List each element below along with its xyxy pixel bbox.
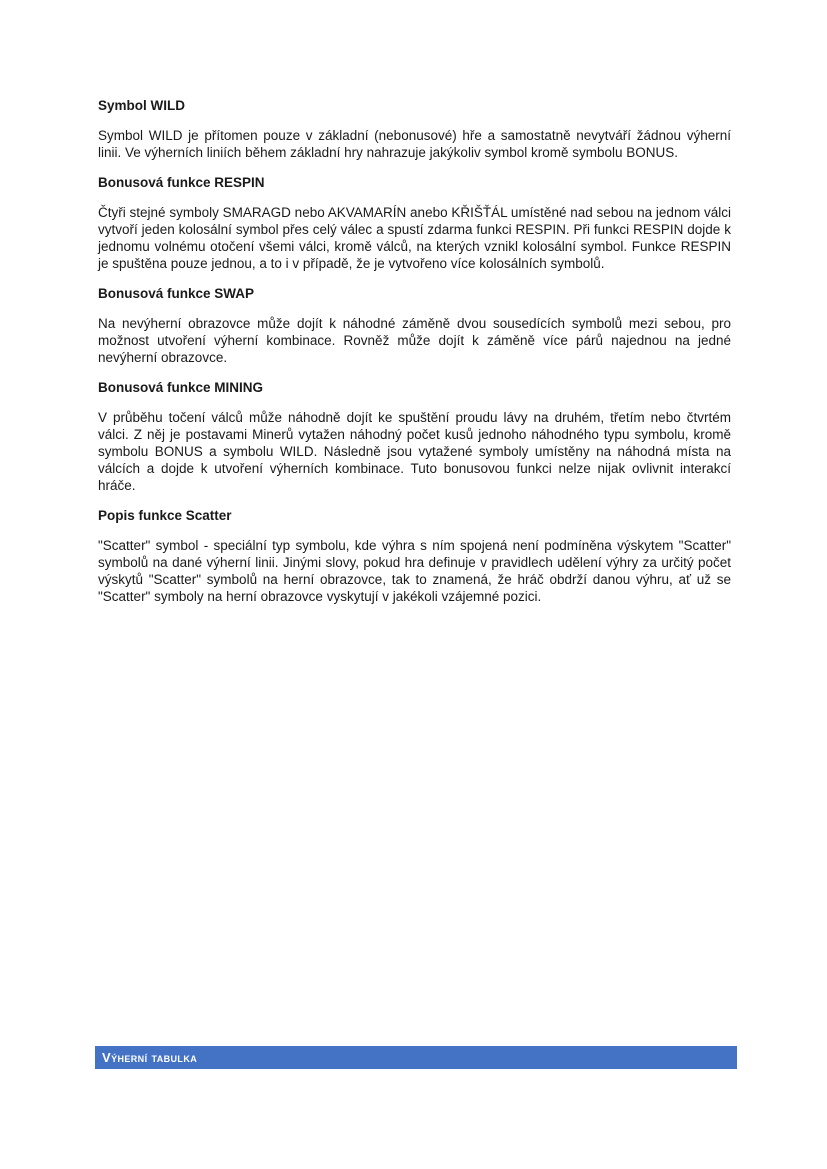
payout-table-banner-label: Výherní tabulka (102, 1050, 198, 1065)
heading-symbol-wild: Symbol WILD (98, 98, 185, 113)
heading-scatter: Popis funkce Scatter (98, 508, 232, 523)
paragraph-symbol-wild: Symbol WILD je přítomen pouze v základní (nebonusové) hře a samostatně nevytváří žádnou výherní linii. Ve výherních liniích během základní hry nahrazuje jakýkoliv symbol kromě symbolu BONUS. (98, 128, 731, 160)
heading-bonus-mining: Bonusová funkce MINING (98, 380, 264, 395)
paragraph-scatter: "Scatter" symbol - speciální typ symbolu, kde výhra s ním spojená není podmíněna výskytem "Scatter" symbolů na dané výherní linii. Jinými slovy, pokud hra definuje v pravidlech udělení výhry za určitý počet výskytů "Scatter" symbolů na herní obrazovce, tak to znamená, že hráč obdrží danou výhru, ať už se "Scatter" symboly na herní obrazovce vyskytují v jakékoli vzájemné pozici. (98, 538, 731, 604)
document-body (98, 97, 731, 618)
payout-table-section-banner (95, 1046, 737, 1069)
heading-bonus-swap: Bonusová funkce SWAP (98, 286, 255, 301)
paragraph-bonus-respin: Čtyři stejné symboly SMARAGD nebo AKVAMARÍN anebo KŘIŠŤÁL umístěné nad sebou na jednom válci vytvoří jeden kolosální symbol přes celý válec a spustí zdarma funkci RESPIN. Při funkci RESPIN dojde k jednomu volnému otočení všemi válci, kromě válců, na kterých vznikl kolosální symbol. Funkce RESPIN je spuštěna pouze jednou, a to i v případě, že je vytvořeno více kolosálních symbolů. (98, 205, 731, 271)
heading-bonus-respin: Bonusová funkce RESPIN (98, 175, 265, 190)
paragraph-bonus-swap: Na nevýherní obrazovce může dojít k náhodné záměně dvou sousedících symbolů mezi sebou, pro možnost utvoření výherní kombinace. Rovněž může dojít k záměně více párů najednou na jedné nevýherní obrazovce. (98, 316, 731, 365)
paragraph-bonus-mining: V průběhu točení válců může náhodně dojít ke spuštění proudu lávy na druhém, třetím nebo čtvrtém válci. Z něj je postavami Minerů vytažen náhodný počet kusů jednoho náhodného typu symbolu, kromě symbolu BONUS a symbolu WILD. Následně jsou vytažené symboly umístěny na náhodná místa na válcích a dojde k utvoření výherních kombinace. Tuto bonusovou funkci nelze nijak ovlivnit interakcí hráče. (98, 410, 731, 493)
